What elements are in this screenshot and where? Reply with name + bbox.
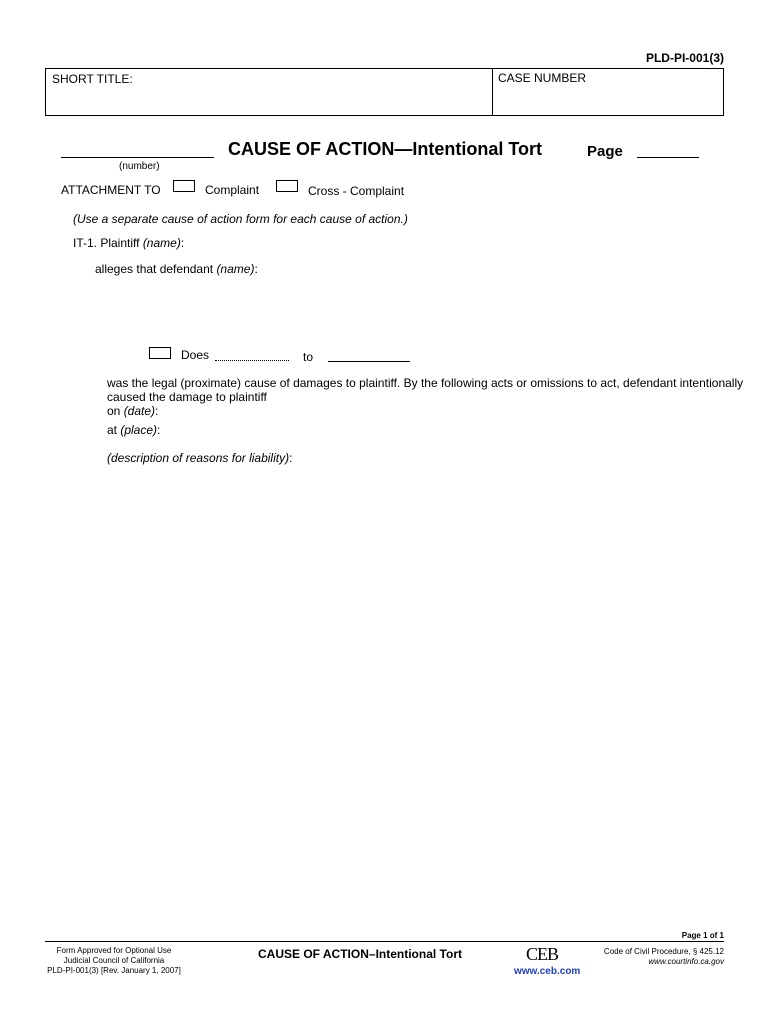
defendant-name-field[interactable] (95, 280, 715, 340)
legal-cause-line2: caused the damage to plaintiff (107, 390, 267, 404)
to-label: to (303, 350, 314, 364)
does-from-field[interactable] (215, 360, 289, 361)
plaintiff-name-hint: (name) (142, 236, 181, 250)
defendant-colon: : (254, 262, 258, 276)
ceb-logo: CEB (526, 944, 559, 964)
instruction-text: (Use a separate cause of action form for each cause of action.) (73, 212, 408, 226)
plaintiff-name-field[interactable] (188, 234, 718, 252)
date-hint: (date) (123, 404, 156, 418)
page-label: Page (587, 143, 623, 160)
legal-cause-line1: was the legal (proximate) cause of damages to plaintiff. By the following acts or omissions to act, defendant intentionally (107, 376, 744, 390)
does-label: Does (181, 348, 210, 362)
footer-rule (45, 941, 724, 942)
number-field[interactable] (61, 157, 214, 158)
approval-block (40, 946, 188, 976)
short-title-field[interactable] (52, 88, 488, 112)
plaintiff-prefix: IT-1. Plaintiff (73, 236, 143, 250)
header-divider (492, 68, 493, 116)
description-field[interactable] (107, 468, 717, 918)
short-title-label: SHORT TITLE: (52, 72, 133, 86)
defendant-line (95, 262, 258, 276)
complaint-checkbox[interactable] (173, 180, 195, 192)
ceb-website-link[interactable]: www.ceb.com (514, 966, 581, 977)
approval-line2: Judicial Council of California (63, 956, 165, 965)
cross-complaint-label: Cross - Complaint (308, 184, 405, 198)
date-field[interactable] (160, 402, 715, 418)
at-prefix: at (107, 423, 121, 437)
defendant-name-hint: (name) (216, 262, 255, 276)
number-caption: (number) (119, 161, 160, 172)
does-to-field[interactable] (328, 361, 410, 362)
approval-line3: PLD-PI-001(3) [Rev. January 1, 2007] (47, 966, 181, 975)
footer-title: CAUSE OF ACTION–Intentional Tort (258, 947, 462, 961)
code-block (604, 947, 724, 967)
place-colon: : (157, 423, 161, 437)
date-line (107, 404, 158, 418)
description-line (107, 451, 292, 465)
code-line1: Code of Civil Procedure, § 425.12 (603, 947, 724, 956)
case-number-label: CASE NUMBER (498, 71, 587, 85)
page-number-field[interactable] (637, 157, 699, 158)
plaintiff-line (73, 236, 184, 250)
plaintiff-colon: : (180, 236, 185, 250)
description-hint: (description of reasons for liability) (107, 451, 290, 465)
date-colon: : (155, 404, 159, 418)
place-line (107, 423, 160, 437)
case-number-field[interactable] (498, 88, 720, 112)
description-colon: : (289, 451, 293, 465)
code-line2: www.courtinfo.ca.gov (648, 957, 724, 966)
on-prefix: on (107, 404, 124, 418)
cross-complaint-checkbox[interactable] (276, 180, 298, 192)
legal-cause-paragraph (107, 376, 744, 404)
page-title: CAUSE OF ACTION—Intentional Tort (228, 139, 542, 159)
form-id: PLD-PI-001(3) (645, 51, 724, 65)
place-field[interactable] (160, 421, 715, 437)
approval-line1: Form Approved for Optional Use (56, 946, 172, 955)
page-of: Page 1 of 1 (681, 931, 724, 940)
complaint-label: Complaint (205, 183, 260, 197)
place-hint: (place) (120, 423, 158, 437)
does-checkbox[interactable] (149, 347, 171, 359)
defendant-prefix: alleges that defendant (95, 262, 217, 276)
attachment-label: ATTACHMENT TO (61, 183, 161, 197)
